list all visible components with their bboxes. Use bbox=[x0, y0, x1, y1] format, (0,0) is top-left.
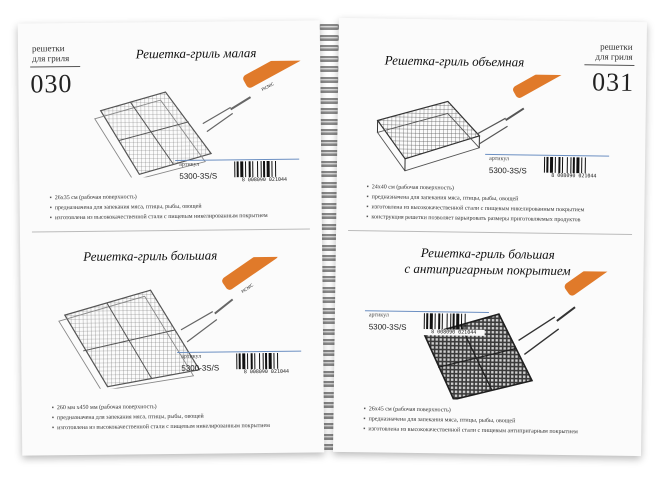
feature-list bbox=[366, 182, 584, 225]
page-number: 031 bbox=[591, 67, 635, 97]
category-line: решетки bbox=[600, 41, 633, 52]
feature-item: ▪ 26x35 см (рабочая поверхность) bbox=[50, 191, 268, 203]
left-page bbox=[18, 20, 325, 455]
article-info bbox=[365, 310, 489, 338]
category-label bbox=[32, 43, 69, 63]
barcode-number: 8 008090 021044 bbox=[543, 173, 605, 180]
header-rule bbox=[30, 66, 80, 68]
product-title-line: с антипригарным покрытием bbox=[404, 260, 571, 279]
page-number: 030 bbox=[30, 69, 73, 99]
article-label: артикул bbox=[489, 155, 510, 163]
spiral-coil bbox=[318, 108, 340, 114]
category-line: решетки bbox=[31, 43, 65, 54]
article-info bbox=[485, 154, 609, 182]
feature-item: ▪ 26x45 см (рабочая поверхность) bbox=[364, 404, 579, 417]
article-label: артикул bbox=[179, 161, 200, 168]
spiral-coil bbox=[318, 66, 340, 72]
svg-text:PICNIC: PICNIC bbox=[240, 282, 255, 295]
feature-list bbox=[50, 191, 268, 223]
feature-list bbox=[52, 401, 270, 433]
spiral-coil bbox=[318, 87, 340, 93]
barcode-number: 8 008090 021044 bbox=[235, 369, 297, 376]
product-title: Решетка-гриль малая bbox=[135, 45, 257, 62]
category-line: для гриля bbox=[32, 53, 70, 64]
feature-item: ▪ изготовлена из высококачественной стали с пищевым никелированным покрытием bbox=[50, 211, 268, 223]
feature-item: ▪ предназначена для запекания мяса, птицы, рыбы, овощей bbox=[363, 414, 578, 427]
category-line: для гриля bbox=[595, 51, 633, 62]
article-code: 5300-3S/S bbox=[181, 363, 220, 373]
spiral-coil bbox=[318, 35, 340, 41]
spiral-coil bbox=[318, 24, 340, 30]
article-code: 5300-3S/S bbox=[488, 165, 527, 176]
article-code: 5300-3S/S bbox=[179, 171, 218, 181]
feature-item: ▪ 24x40 см (рабочая поверхность) bbox=[367, 182, 585, 195]
feature-item: ▪ изготовлена из высококачественной стали с пищевым никелированным покрытием bbox=[366, 202, 584, 215]
feature-item: ▪ 260 мм x450 мм (рабочая поверхность) bbox=[52, 401, 270, 413]
section-divider bbox=[32, 229, 310, 233]
product-title-line: Решетка-гриль большая bbox=[420, 245, 555, 262]
svg-text:PICNIC: PICNIC bbox=[260, 81, 275, 92]
barcode-number: 8 008090 021044 bbox=[233, 177, 295, 184]
article-info bbox=[175, 159, 299, 186]
spiral-coil bbox=[318, 77, 340, 83]
spiral-coil bbox=[318, 45, 340, 51]
feature-item: ▪ изготовлена из высококачественной стали с пищевым антипригарным покрытием bbox=[363, 424, 578, 437]
feature-item: ▪ предназначена для запекания мяса, птицы, рыбы, овощей bbox=[50, 201, 268, 213]
product-title: Решетка-гриль большая bbox=[83, 247, 218, 264]
article-label: артикул bbox=[181, 353, 202, 360]
feature-item: ▪ предназначена для запекания мяса, птицы, рыбы, овощей bbox=[366, 192, 584, 205]
feature-item: ▪ изготовлена из высококачественной стали с пищевым никелированным покрытием bbox=[52, 421, 270, 433]
article-code: 5300-3S/S bbox=[368, 322, 407, 332]
right-page bbox=[333, 18, 647, 456]
feature-list bbox=[363, 404, 578, 437]
article-label: артикул bbox=[368, 312, 389, 319]
article-info bbox=[177, 351, 301, 378]
spiral-coil bbox=[318, 56, 340, 62]
feature-item: ▪ конструкция решетки позволяет варьировать размеры приготовляемых продуктов bbox=[366, 212, 584, 225]
product-title: Решетка-гриль объемная bbox=[384, 52, 525, 70]
category-label bbox=[595, 41, 632, 62]
spiral-coil bbox=[318, 98, 340, 104]
section-divider bbox=[348, 230, 632, 235]
barcode-number: 8 008090 021044 bbox=[423, 329, 485, 336]
feature-item: ▪ предназначена для запекания мяса, птицы, рыбы, овощей bbox=[52, 411, 270, 423]
header-rule bbox=[584, 64, 634, 66]
